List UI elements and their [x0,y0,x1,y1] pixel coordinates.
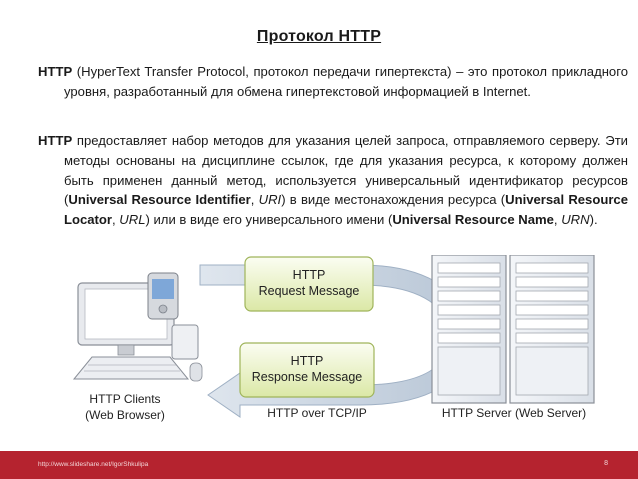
http-clients-label [70,391,180,423]
response-line-2: Response Message [251,370,363,384]
slide-title: Протокол HTTP [256,28,382,45]
footer-url[interactable]: http://www.slideshare.net/IgorShkulipa [38,461,149,468]
response-message-label [240,353,374,385]
request-message-label [245,267,373,299]
uri-abbr: URI [258,192,282,208]
methods-text-2: ) в виде местонахождения ресурса ( [281,192,506,208]
uri-full-name: Universal Resource Identifier [68,192,251,208]
separator: , [112,212,120,228]
urn-full-name: Universal Resource Name [392,212,554,228]
methods-text: предоставляет набор методов для указания целей запроса, отправляемого серверу. Эти методы основаны на дисциплине ссылок, где для указания ресурса, к которому должен быть применен данный метод, используется универсальный идентификатор ресурсов ( [64,133,628,208]
definition-text: (HyperText Transfer Protocol, протокол передачи гипертекста) – это протокол прикладного уровня, разработанный для обмена гипертекстовой информацией в Internet. [64,64,628,99]
http-diagram [0,255,638,435]
urn-abbr: URN [561,212,590,228]
client-computer-icon [74,283,202,381]
paragraph-http-definition [38,62,628,102]
separator: , [250,192,259,208]
clients-line-2: (Web Browser) [85,408,165,422]
request-line-2: Request Message [258,284,360,298]
term-http: HTTP [38,64,73,79]
http-server-label: HTTP Server (Web Server) [441,406,587,420]
server-rack-icon [432,255,594,403]
response-line-1: HTTP [290,354,324,368]
paragraph-http-methods [38,131,628,230]
term-http: HTTP [38,133,73,148]
page-number: 8 [604,460,608,467]
url-full-name: Universal Resource Locator [64,192,628,228]
methods-text-4: ). [589,212,598,228]
clients-line-1: HTTP Clients [89,392,161,406]
separator: , [553,212,562,228]
transport-label: HTTP over TCP/IP [267,406,367,420]
methods-text-3: ) или в виде его универсального имени ( [145,212,393,228]
url-abbr: URL [119,212,146,228]
request-line-1: HTTP [292,268,326,282]
pda-icon [148,273,178,319]
footer-bar [0,451,638,479]
